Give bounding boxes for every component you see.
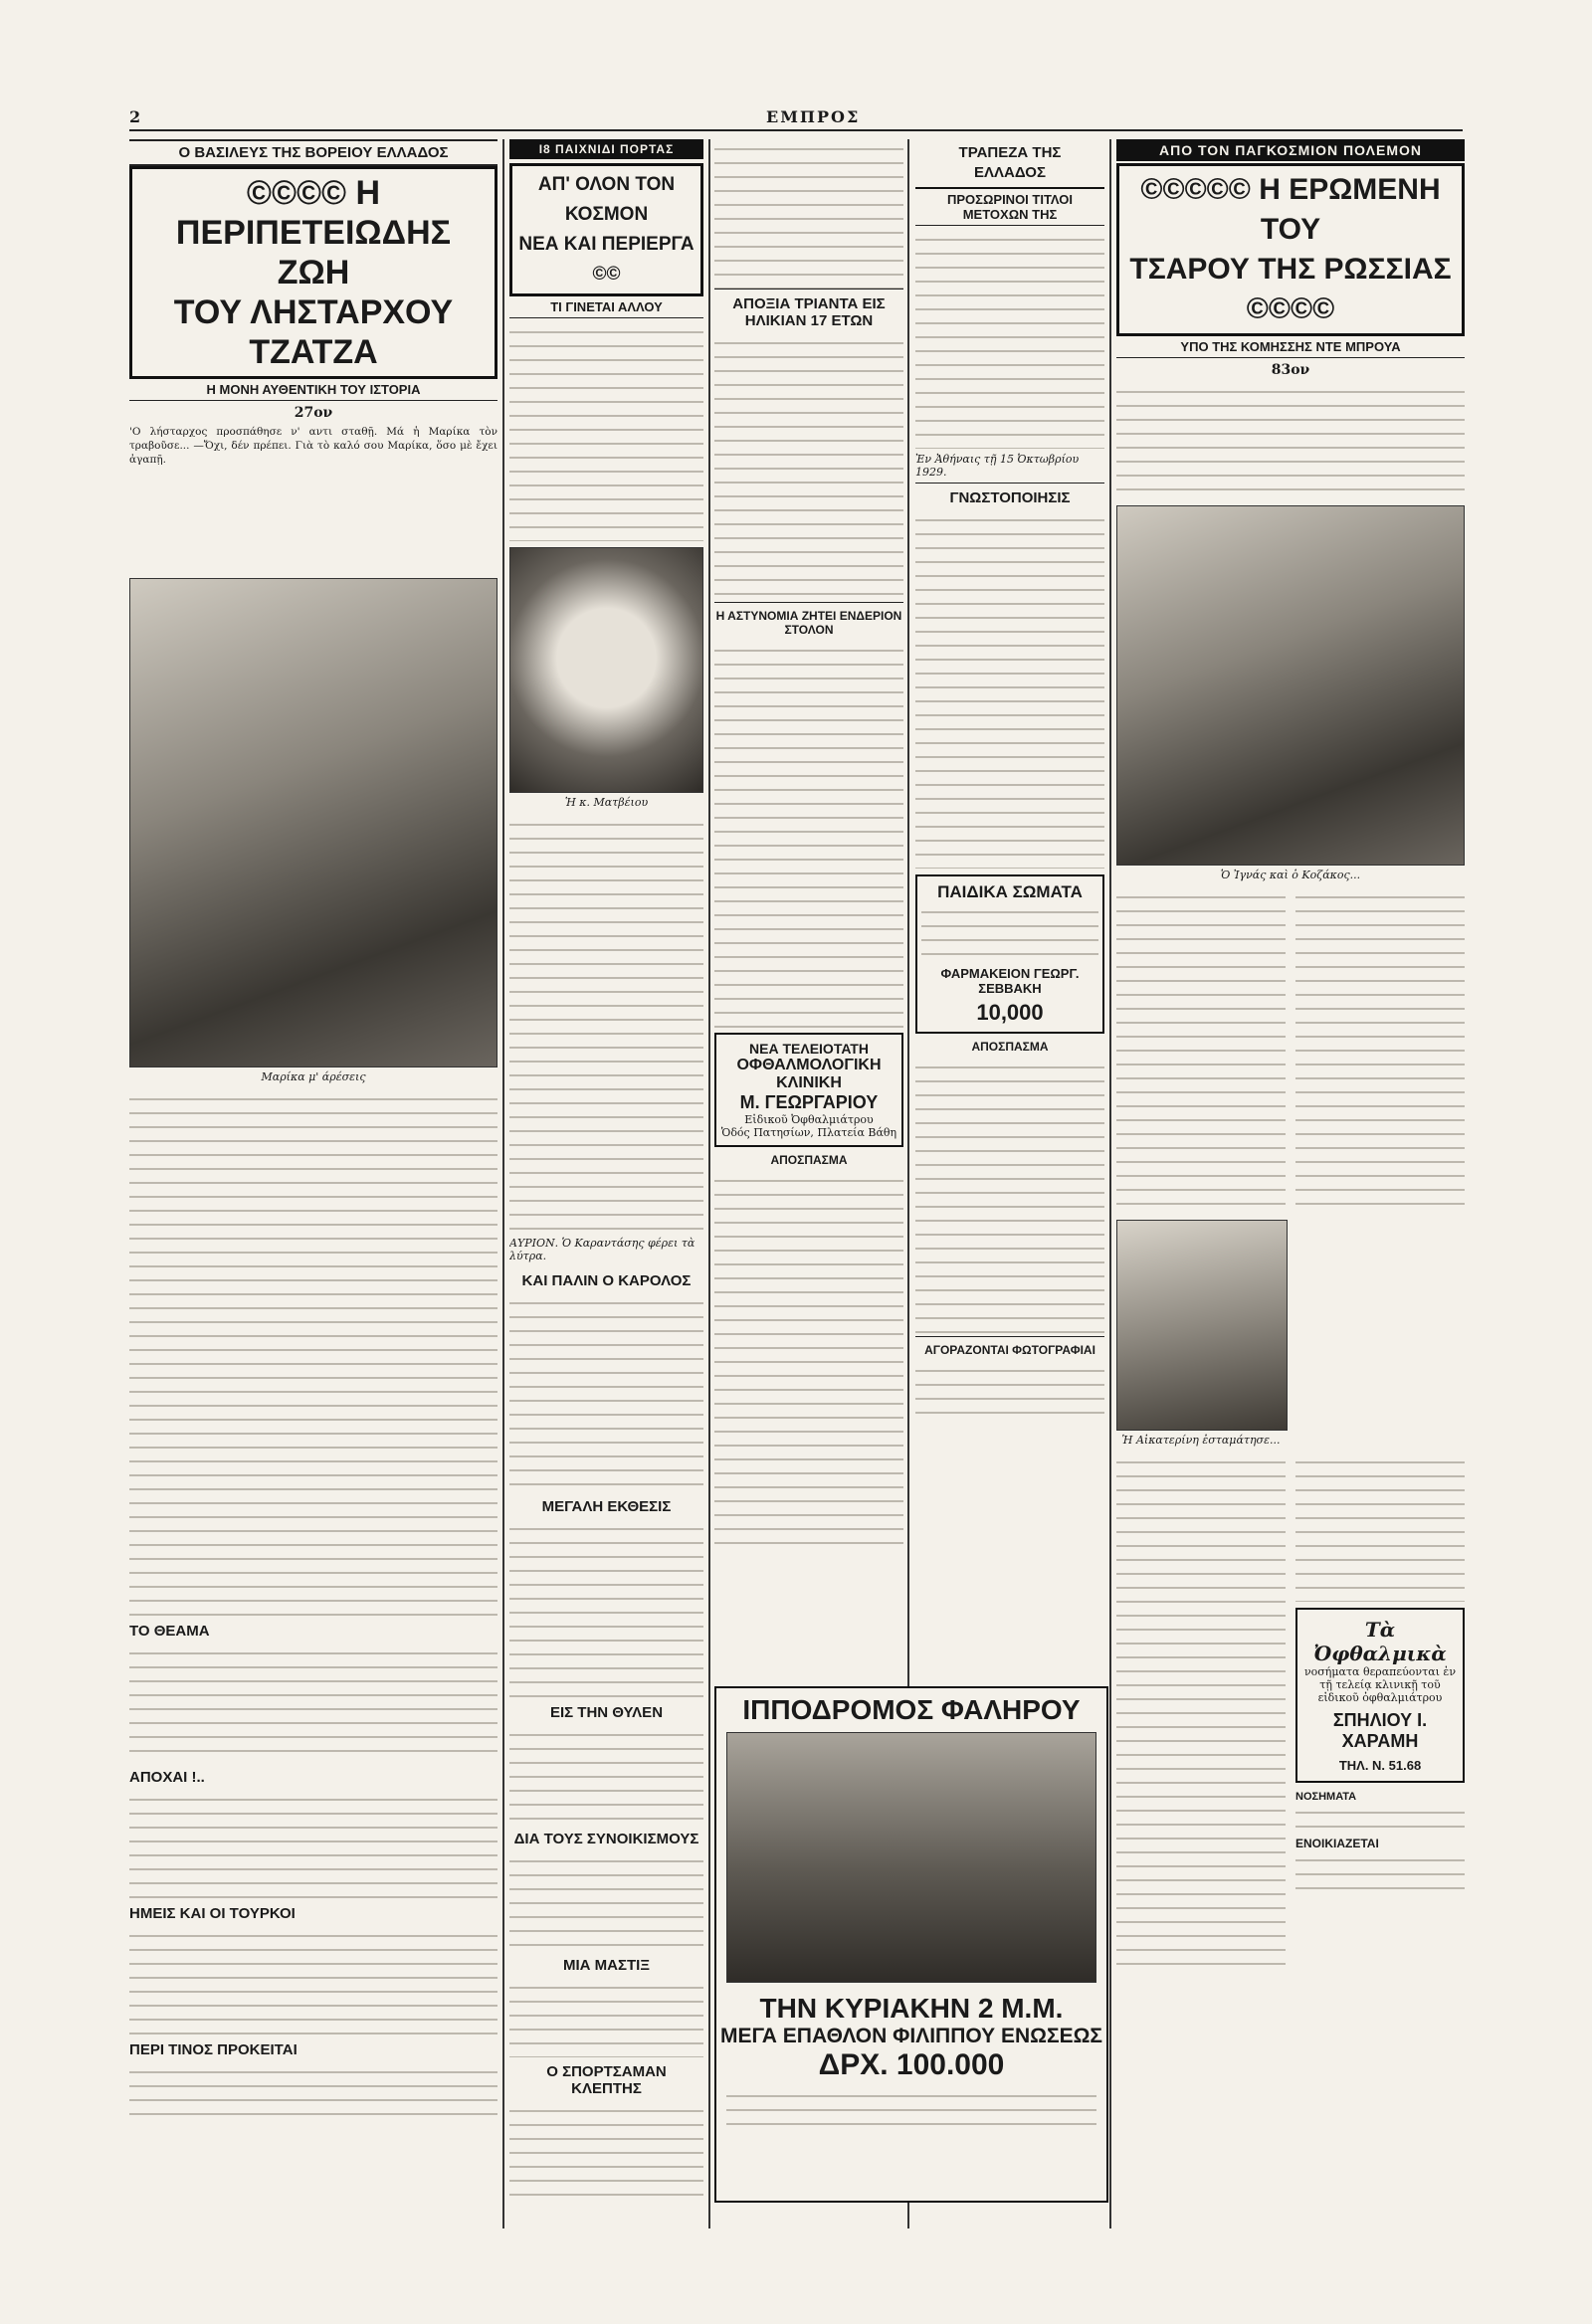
installment-number: 83ον xyxy=(1271,362,1310,378)
section-heading: ΔΙΑ ΤΟΥΣ ΣΥΝΟΙΚΙΣΜΟΥΣ xyxy=(513,1831,699,1847)
classified-heading: ΕΝΟΙΚΙΑΖΕΤΑΙ xyxy=(1295,1837,1379,1850)
notice-title: ΑΠΟΣΠΑΣΜΑ xyxy=(971,1040,1049,1054)
image-caption: Ὁ Ἰγνάς καὶ ὁ Κοζάκος... xyxy=(1220,869,1361,881)
installment-number: 27ον xyxy=(294,405,333,421)
racecourse-illustration xyxy=(726,1732,1096,1983)
illustration-kiss xyxy=(129,578,498,1067)
section-bar: Ι8 ΠΑΙΧΝΙΔΙ ΠΟΡΤΑΣ xyxy=(509,139,703,159)
section-heading: ΠΕΡΙ ΤΙΝΟΣ ΠΡΟΚΕΙΤΑΙ xyxy=(129,2041,298,2058)
column-4 xyxy=(915,139,1104,1681)
masthead-title: ΕΜΠΡΟΣ xyxy=(766,107,861,126)
classified-heading: ΝΟΣΗΜΑΤΑ xyxy=(1295,1791,1357,1803)
column-1 xyxy=(129,139,498,2228)
headline-line: ΝΕΑ ΚΑΙ ΠΕΡΙΕΡΓΑ ©© xyxy=(518,234,695,285)
article-text-block xyxy=(509,1519,703,1698)
article-text-block xyxy=(129,2062,498,2122)
tomorrow-note: ΑΥΡΙΟΝ. Ὁ Καραντάσης φέρει τὰ λύτρα. xyxy=(509,1237,696,1262)
article-text-block xyxy=(509,1293,703,1492)
image-caption: Ἡ Αἰκατερίνη ἐσταμάτησε... xyxy=(1121,1434,1281,1447)
dateline: Ἐν Ἀθήναις τῇ 15 Ὀκτωβρίου 1929. xyxy=(915,453,1080,479)
section-heading: ΑΠΟΞΙΑ ΤΡΙΑΝΤΑ ΕΙΣ ΗΛΙΚΙΑΝ 17 ΕΤΩΝ xyxy=(714,289,903,333)
article-text-block xyxy=(509,2101,703,2201)
section-heading: ΕΙΣ ΤΗΝ ΘΥΛΕΝ xyxy=(549,1704,664,1721)
race-name: ΜΕΓΑ ΕΠΑΘΛΟΝ ΦΙΛΙΠΠΟΥ ΕΝΩΣΕΩΣ xyxy=(719,2025,1103,2047)
section-heading: ΚΑΙ ΠΑΛΙΝ Ο ΚΑΡΟΛΟΣ xyxy=(521,1272,692,1289)
article-text-block xyxy=(509,322,703,541)
image-caption: Ἡ κ. Ματβέιου xyxy=(564,796,649,809)
article-text-block xyxy=(915,1058,1104,1336)
article-text-block xyxy=(129,1644,498,1763)
notice-title: ΑΠΟΣΠΑΣΜΑ xyxy=(770,1153,848,1167)
lower-section xyxy=(1116,1452,1465,1970)
story-headline xyxy=(129,166,498,379)
classified-text xyxy=(1295,1850,1465,1900)
ad-line: Ὁδός Πατησίων, Πλατεία Βάθη xyxy=(720,1126,897,1139)
ad-text xyxy=(726,2086,1096,2136)
ad-line: Εἰδικοῦ Ὀφθαλμιάτρου xyxy=(744,1113,874,1126)
article-paragraph: 'Ο λήσταρχος προσπάθησε ν' αντι σταθῇ. Μά ἡ Μαρίκα τὸν τραβοῦσε... —Ὄχι, δέν πρέπει. Γιὰ τὸ καλό σου Μαρίκα, ὅσο μὲ ἔχει ἀγαπῇ. xyxy=(129,426,498,466)
article-text-block xyxy=(714,641,903,1029)
bank-subhead: ΠΡΟΣΩΡΙΝΟΙ ΤΙΤΛΟΙ ΜΕΤΟΧΩΝ ΤΗΣ xyxy=(915,189,1104,226)
horse-race-ad xyxy=(714,1686,1108,2203)
article-text-block xyxy=(1116,382,1465,501)
story-kicker: Ο ΒΑΣΙΛΕΥΣ ΤΗΣ ΒΟΡΕΙΟΥ ΕΛΛΑΔΟΣ xyxy=(129,139,498,166)
story-subhead: Η ΜΟΝΗ ΑΥΘΕΝΤΙΚΗ ΤΟΥ ΙΣΤΟΡΙΑ xyxy=(129,379,498,401)
pharmacy-ad xyxy=(915,874,1104,1034)
article-text-block xyxy=(509,815,703,1233)
ad-title: ΠΑΙΔΙΚΑ ΣΩΜΑΤΑ xyxy=(937,882,1083,901)
ad-text xyxy=(921,902,1098,962)
article-text-block xyxy=(714,333,903,602)
section-heading: Ο ΣΠΟΡΤΣΑΜΑΝ ΚΛΕΠΤΗΣ xyxy=(546,2063,667,2097)
section-heading: ΑΠΟΧΑΙ !.. xyxy=(129,1769,205,1786)
ad-line: ΝΕΑ ΤΕΛΕΙΟΤΑΤΗ xyxy=(749,1041,869,1057)
illustration-soldiers xyxy=(1116,505,1465,866)
race-day: ΤΗΝ ΚΥΡΙΑΚΗΝ 2 Μ.Μ. xyxy=(759,1993,1064,2024)
column-subhead: ΤΙ ΓΙΝΕΤΑΙ ΑΛΛΟΥ xyxy=(509,296,703,318)
section-heading: ΜΕΓΑΛΗ ΕΚΘΕΣΙΣ xyxy=(541,1498,672,1515)
ad-line: ΟΦΘΑΛΜΟΛΟΓΙΚΗ ΚΛΙΝΙΚΗ xyxy=(736,1057,882,1091)
article-text-block xyxy=(915,1361,1104,1421)
clinic-ad xyxy=(714,1033,903,1147)
page-number: 2 xyxy=(129,107,141,126)
masthead xyxy=(129,107,1463,131)
ad-pharmacy: ΦΑΡΜΑΚΕΙΟΝ ΓΕΩΡΓ. ΣΕΒΒΑΚΗ xyxy=(940,966,1080,996)
portrait-photo xyxy=(509,547,703,793)
headline-line: ©©©©© Η ΕΡΩΜΕΝΗ ΤΟΥ xyxy=(1140,173,1441,246)
headline-line: ©©©© Η ΠΕΡΙΠΕΤΕΙΩΔΗΣ ΖΩΗ xyxy=(175,174,452,291)
story-subhead: ΥΠΟ ΤΗΣ ΚΟΜΗΣΣΗΣ ΝΤΕ ΜΠΡΟΥΑ xyxy=(1116,336,1465,358)
ad-amount: 10,000 xyxy=(976,1000,1044,1025)
article-text-block xyxy=(714,139,903,289)
section-heading: ΤΟ ΘΕΑΜΑ xyxy=(129,1623,210,1640)
section-heading: ΜΙΑ ΜΑΣΤΙΞ xyxy=(563,1957,650,1974)
column-rule xyxy=(708,139,710,2228)
section-heading: Η ΑΣΤΥΝΟΜΙΑ ΖΗΤΕΙ ΕΝΔΕΡΙΟΝ ΣΤΟΛΟΝ xyxy=(714,602,903,641)
article-text xyxy=(129,425,498,574)
column-headline xyxy=(509,163,703,296)
section-heading: ΓΝΩΣΤΟΠΟΙΗΣΙΣ xyxy=(915,483,1104,510)
column-2 xyxy=(509,139,703,2228)
story-headline xyxy=(1116,163,1465,336)
article-text-block xyxy=(509,1978,703,2057)
ad-name: ΣΠΗΛΙΟΥ Ι. ΧΑΡΑΜΗ xyxy=(1332,1710,1428,1751)
section-heading: ΗΜΕΙΣ ΚΑΙ ΟΙ ΤΟΥΡΚΟΙ xyxy=(129,1905,296,1922)
article-text-block xyxy=(1116,1452,1286,1970)
article-text-block xyxy=(129,1089,498,1617)
column-rule xyxy=(1109,139,1111,2228)
ad-line: νοσήματα θεραπεύονται ἐν τῇ τελείᾳ κλινικῇ τοῦ εἰδικοῦ ὀφθαλμιάτρου xyxy=(1303,1665,1457,1704)
article-text-block xyxy=(915,510,1104,869)
headline-line: ΤΟΥ ΛΗΣΤΑΡΧΟΥ ΤΖΑΤΖΑ xyxy=(173,293,454,371)
headline-line: ΑΠ' ΟΛΟΝ ΤΟΝ ΚΟΣΜΟΝ xyxy=(537,174,676,225)
article-text-block xyxy=(915,230,1104,449)
illustration-escape xyxy=(1116,1220,1288,1431)
story-kicker: ΑΠΟ ΤΟΝ ΠΑΓΚΟΣΜΙΟΝ ΠΟΛΕΜΟΝ xyxy=(1116,139,1465,161)
text-with-inset xyxy=(1116,887,1465,1216)
classified-text xyxy=(1295,1803,1465,1833)
headline-line: ΤΣΑΡΟΥ ΤΗΣ ΡΩΣΣΙΑΣ ©©©© xyxy=(1129,253,1452,325)
article-text-block xyxy=(129,1790,498,1899)
ad-line: Τὰ Ὀφθαλμικὰ xyxy=(1313,1618,1447,1665)
race-prize: ΔΡΧ. 100.000 xyxy=(818,2048,1005,2081)
bank-headline: ΤΡΑΠΕΖΑ ΤΗΣ ΕΛΛΑΔΟΣ xyxy=(915,139,1104,189)
ad-phone: ΤΗΛ. Ν. 51.68 xyxy=(1338,1758,1422,1773)
race-title: ΙΠΠΟΔΡΟΜΟΣ ΦΑΛΗΡΟΥ xyxy=(742,1694,1081,1725)
eye-clinic-ad xyxy=(1295,1608,1465,1783)
article-text-block xyxy=(509,1851,703,1951)
column-rule xyxy=(502,139,504,2228)
article-text-block xyxy=(714,1171,903,1549)
ad-line: Μ. ΓΕΩΡΓΑΡΙΟΥ xyxy=(739,1092,879,1112)
ad-heading: ΑΓΟΡΑΖΟΝΤΑΙ ΦΩΤΟΓΡΑΦΙΑΙ xyxy=(915,1336,1104,1361)
article-text-block xyxy=(1295,1452,1465,1602)
right-subcolumn xyxy=(1295,1452,1465,1900)
article-text-block xyxy=(1116,887,1286,1216)
column-5 xyxy=(1116,139,1465,2228)
article-text-block xyxy=(509,1725,703,1825)
article-text-block xyxy=(1295,887,1465,1216)
article-text-block xyxy=(129,1926,498,2035)
image-caption: Μαρίκα μ' άρέσεις xyxy=(261,1070,366,1083)
